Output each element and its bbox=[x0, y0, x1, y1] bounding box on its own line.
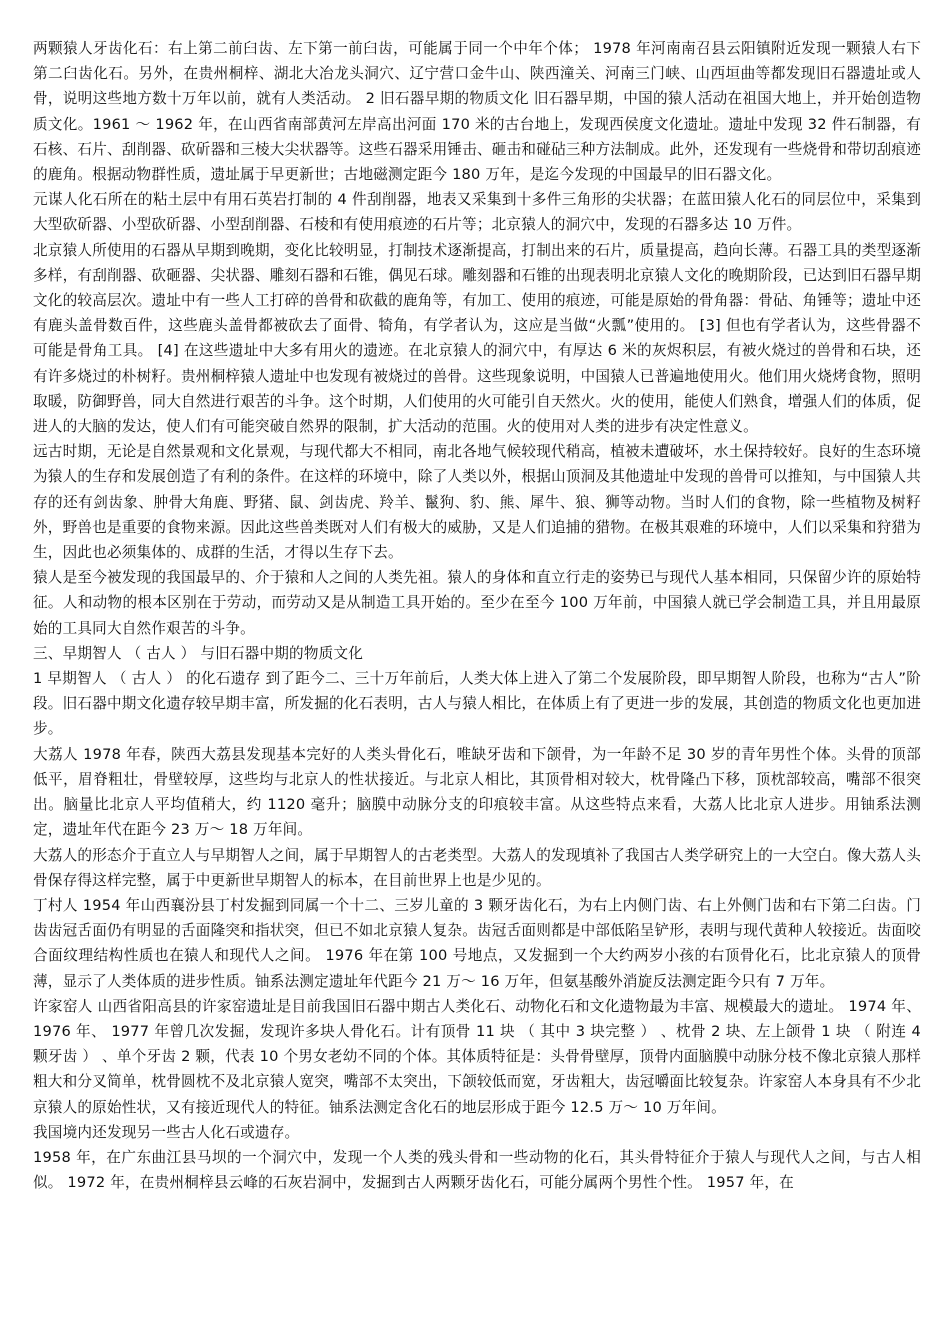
paragraph-1: 两颗猿人牙齿化石：右上第二前臼齿、左下第一前臼齿，可能属于同一个中年个体； 1978 年河南南召县云阳镇附近发现一颗猿人右下第二臼齿化石。另外，在贵州桐梓、湖北大冶龙头洞穴、辽宁营口金牛山、陕西潼关、河南三门峡、山西垣曲等都发现旧石器遗址或人骨，说明这些地方数十万年以前，就有人类活动。 2 旧石器早期的物质文化 旧石器早期，中国的猿人活动在祖国大地上，并开始创造物质文化。1961 ～ 1962 年，在山西省南部黄河左岸高出河面 170 米的古台地上，发现西侯度文化遗址。遗址中发现 32 件石制器，有石核、石片、刮削器、砍斫器和三棱大尖状器等。这些石器采用锤击、砸击和碰砧三种方法制成。此外，还发现有一些烧骨和带切刮痕迹的鹿角。根据动物群性质，遗址属于早更新世；古地磁测定距今 180 万年，是迄今发现的中国最早的旧石器文化。 bbox=[33, 40, 921, 184]
paragraph-11: 许家窑人 山西省阳高县的许家窑遗址是目前我国旧石器中期古人类化石、动物化石和文化遗物最为丰富、规模最大的遗址。 1974 年、 1976 年、 1977 年曾几次发掘，发现许多块人骨化石。计有顶骨 11 块 （ 其中 3 块完整 ） 、枕骨 2 块、左上颌骨 1 块 （ 附连 4 颗牙齿 ） 、单个牙齿 2 颗，代表 10 个男女老幼不同的个体。其体质特征是：头骨骨壁厚，顶骨内面脑膜中动脉分枝不像北京猿人那样粗大和分叉简单，枕骨圆枕不及北京猿人宽突，嘴部不太突出，下颌较低而宽，牙齿粗大，齿冠嚼面比较复杂。许家窑人本身具有不少北京猿人的原始性状，又有接近现代人的特征。铀系法测定含化石的地层形成于距今 12.5 万～ 10 万年间。 bbox=[33, 997, 921, 1116]
paragraph-2: 元谋人化石所在的粘土层中有用石英岩打制的 4 件刮削器，地表又采集到十多件三角形的尖状器；在蓝田猿人化石的同层位中，采集到大型砍斫器、小型砍斫器、小型刮削器、石棱和有使用痕迹的石片等；北京猿人的洞穴中，发现的石器多达 10 万件。 bbox=[33, 191, 921, 234]
paragraph-9: 大荔人的形态介于直立人与早期智人之间，属于早期智人的古老类型。大荔人的发现填补了我国古人类学研究上的一大空白。像大荔人头骨保存得这样完整，属于中更新世早期智人的标本，在目前世界上也是少见的。 bbox=[33, 846, 921, 889]
paragraph-13: 1958 年，在广东曲江县马坝的一个洞穴中，发现一个人类的残头骨和一些动物的化石，其头骨特征介于猿人与现代人之间，与古人相似。 1972 年，在贵州桐梓县云峰的石灰岩洞中，发掘到古人两颗牙齿化石，可能分属两个男性个性。 1957 年，在 bbox=[33, 1148, 921, 1192]
paragraph-3: 北京猿人所使用的石器从早期到晚期，变化比较明显，打制技术逐渐提高，打制出来的石片，质量提高，趋向长薄。石器工具的类型逐渐多样，有刮削器、砍砸器、尖状器、雕刻石器和石锥，偶见石球。雕刻器和石锥的出现表明北京猿人文化的晚期阶段，已达到旧石器早期文化的较高层次。遗址中有一些人工打碎的兽骨和砍截的鹿角等，有加工、使用的痕迹，可能是原始的骨角器：骨砧、角锤等；遗址中还有鹿头盖骨数百件，这些鹿头盖骨都被砍去了面骨、犄角，有学者认为，这应是当做“火瓢”使用的。 [3] 但也有学者认为，这些骨器不可能是骨角工具。 [4] 在这些遗址中大多有用火的遗迹。在北京猿人的洞穴中，有厚达 6 米的灰烬积层，有被火烧过的兽骨和石块，还有许多烧过的朴树籽。贵州桐梓猿人遗址中也发现有被烧过的兽骨。这些现象说明，中国猿人已普遍地使用火。他们用火烧烤食物，照明取暖，防御野兽，同大自然进行艰苦的斗争。这个时期，人们使用的火可能引自天然火。火的使用，能使人们熟食，增强人们的体质，促进人的大脑的发达，使人们有可能突破自然界的限制，扩大活动的范围。火的使用对人类的进步有决定性意义。 bbox=[33, 241, 921, 436]
paragraph-4: 远古时期，无论是自然景观和文化景观，与现代都大不相同，南北各地气候较现代稍高，植被未遭破坏，水土保持较好。良好的生态环境为猿人的生存和发展创造了有利的条件。在这样的环境中，除了人类以外，根据山顶洞及其他遗址中发现的兽骨可以推知，与中国猿人共存的还有剑齿象、肿骨大角鹿、野猪、鼠、剑齿虎、羚羊、鬣狗、豹、熊、犀牛、狼、狮等动物。当时人们的食物，除一些植物及树籽外，野兽也是重要的食物来源。因此这些兽类既对人们有极大的威胁，又是人们追捕的猎物。在极其艰难的环境中，人们以采集和狩猎为生，因此也必须集体的、成群的生活，才得以生存下去。 bbox=[33, 443, 921, 562]
paragraph-12: 我国境内还发现另一些古人化石或遗存。 bbox=[33, 1123, 300, 1141]
section-heading: 三、早期智人 （ 古人 ） 与旧石器中期的物质文化 bbox=[33, 644, 364, 662]
document-page bbox=[33, 36, 921, 1195]
paragraph-7: 1 早期智人 （ 古人 ） 的化石遗存 到了距今二、三十万年前后，人类大体上进入了第二个发展阶段，即早期智人阶段，也称为“古人”阶段。旧石器中期文化遗存较早期丰富，所发掘的化石表明，古人与猿人相比，在体质上有了更进一步的发展，其创造的物质文化也更加进步。 bbox=[33, 670, 921, 738]
paragraph-8: 大荔人 1978 年春，陕西大荔县发现基本完好的人类头骨化石，唯缺牙齿和下颌骨，为一年龄不足 30 岁的青年男性个体。头骨的顶部低平，眉脊粗壮，骨壁较厚，这些均与北京人的性状接近。与北京人相比，其顶骨相对较大，枕骨隆凸下移，顶枕部较高，嘴部不很突出。脑量比北京人平均值稍大，约 1120 毫升；脑膜中动脉分支的印痕较丰富。从这些特点来看，大荔人比北京人进步。用铀系法测定，遗址年代在距今 23 万～ 18 万年间。 bbox=[33, 745, 921, 839]
paragraph-5: 猿人是至今被发现的我国最早的、介于猿和人之间的人类先祖。猿人的身体和直立行走的姿势已与现代人基本相同，只保留少许的原始特征。人和动物的根本区别在于劳动，而劳动又是从制造工具开始的。至少在至今 100 万年前，中国猿人就已学会制造工具，并且用最原始的工具同大自然作艰苦的斗争。 bbox=[33, 569, 921, 637]
paragraph-10: 丁村人 1954 年山西襄汾县丁村发掘到同属一个十二、三岁儿童的 3 颗牙齿化石，为右上内侧门齿、右上外侧门齿和右下第二臼齿。门齿齿冠舌面仍有明显的舌面隆突和指状突，但已不如北京猿人复杂。齿冠舌面则都是中部低陷呈铲形，表明与现代黄种人较接近。齿面咬合面纹理结构性质也在猿人和现代人之间。 1976 年在第 100 号地点，又发掘到一个大约两岁小孩的右顶骨化石，比北京猿人的顶骨薄，显示了人类体质的进步性质。铀系法测定遗址年代距今 21 万～ 16 万年，但氨基酸外消旋反法测定距今只有 7 万年。 bbox=[33, 896, 921, 990]
